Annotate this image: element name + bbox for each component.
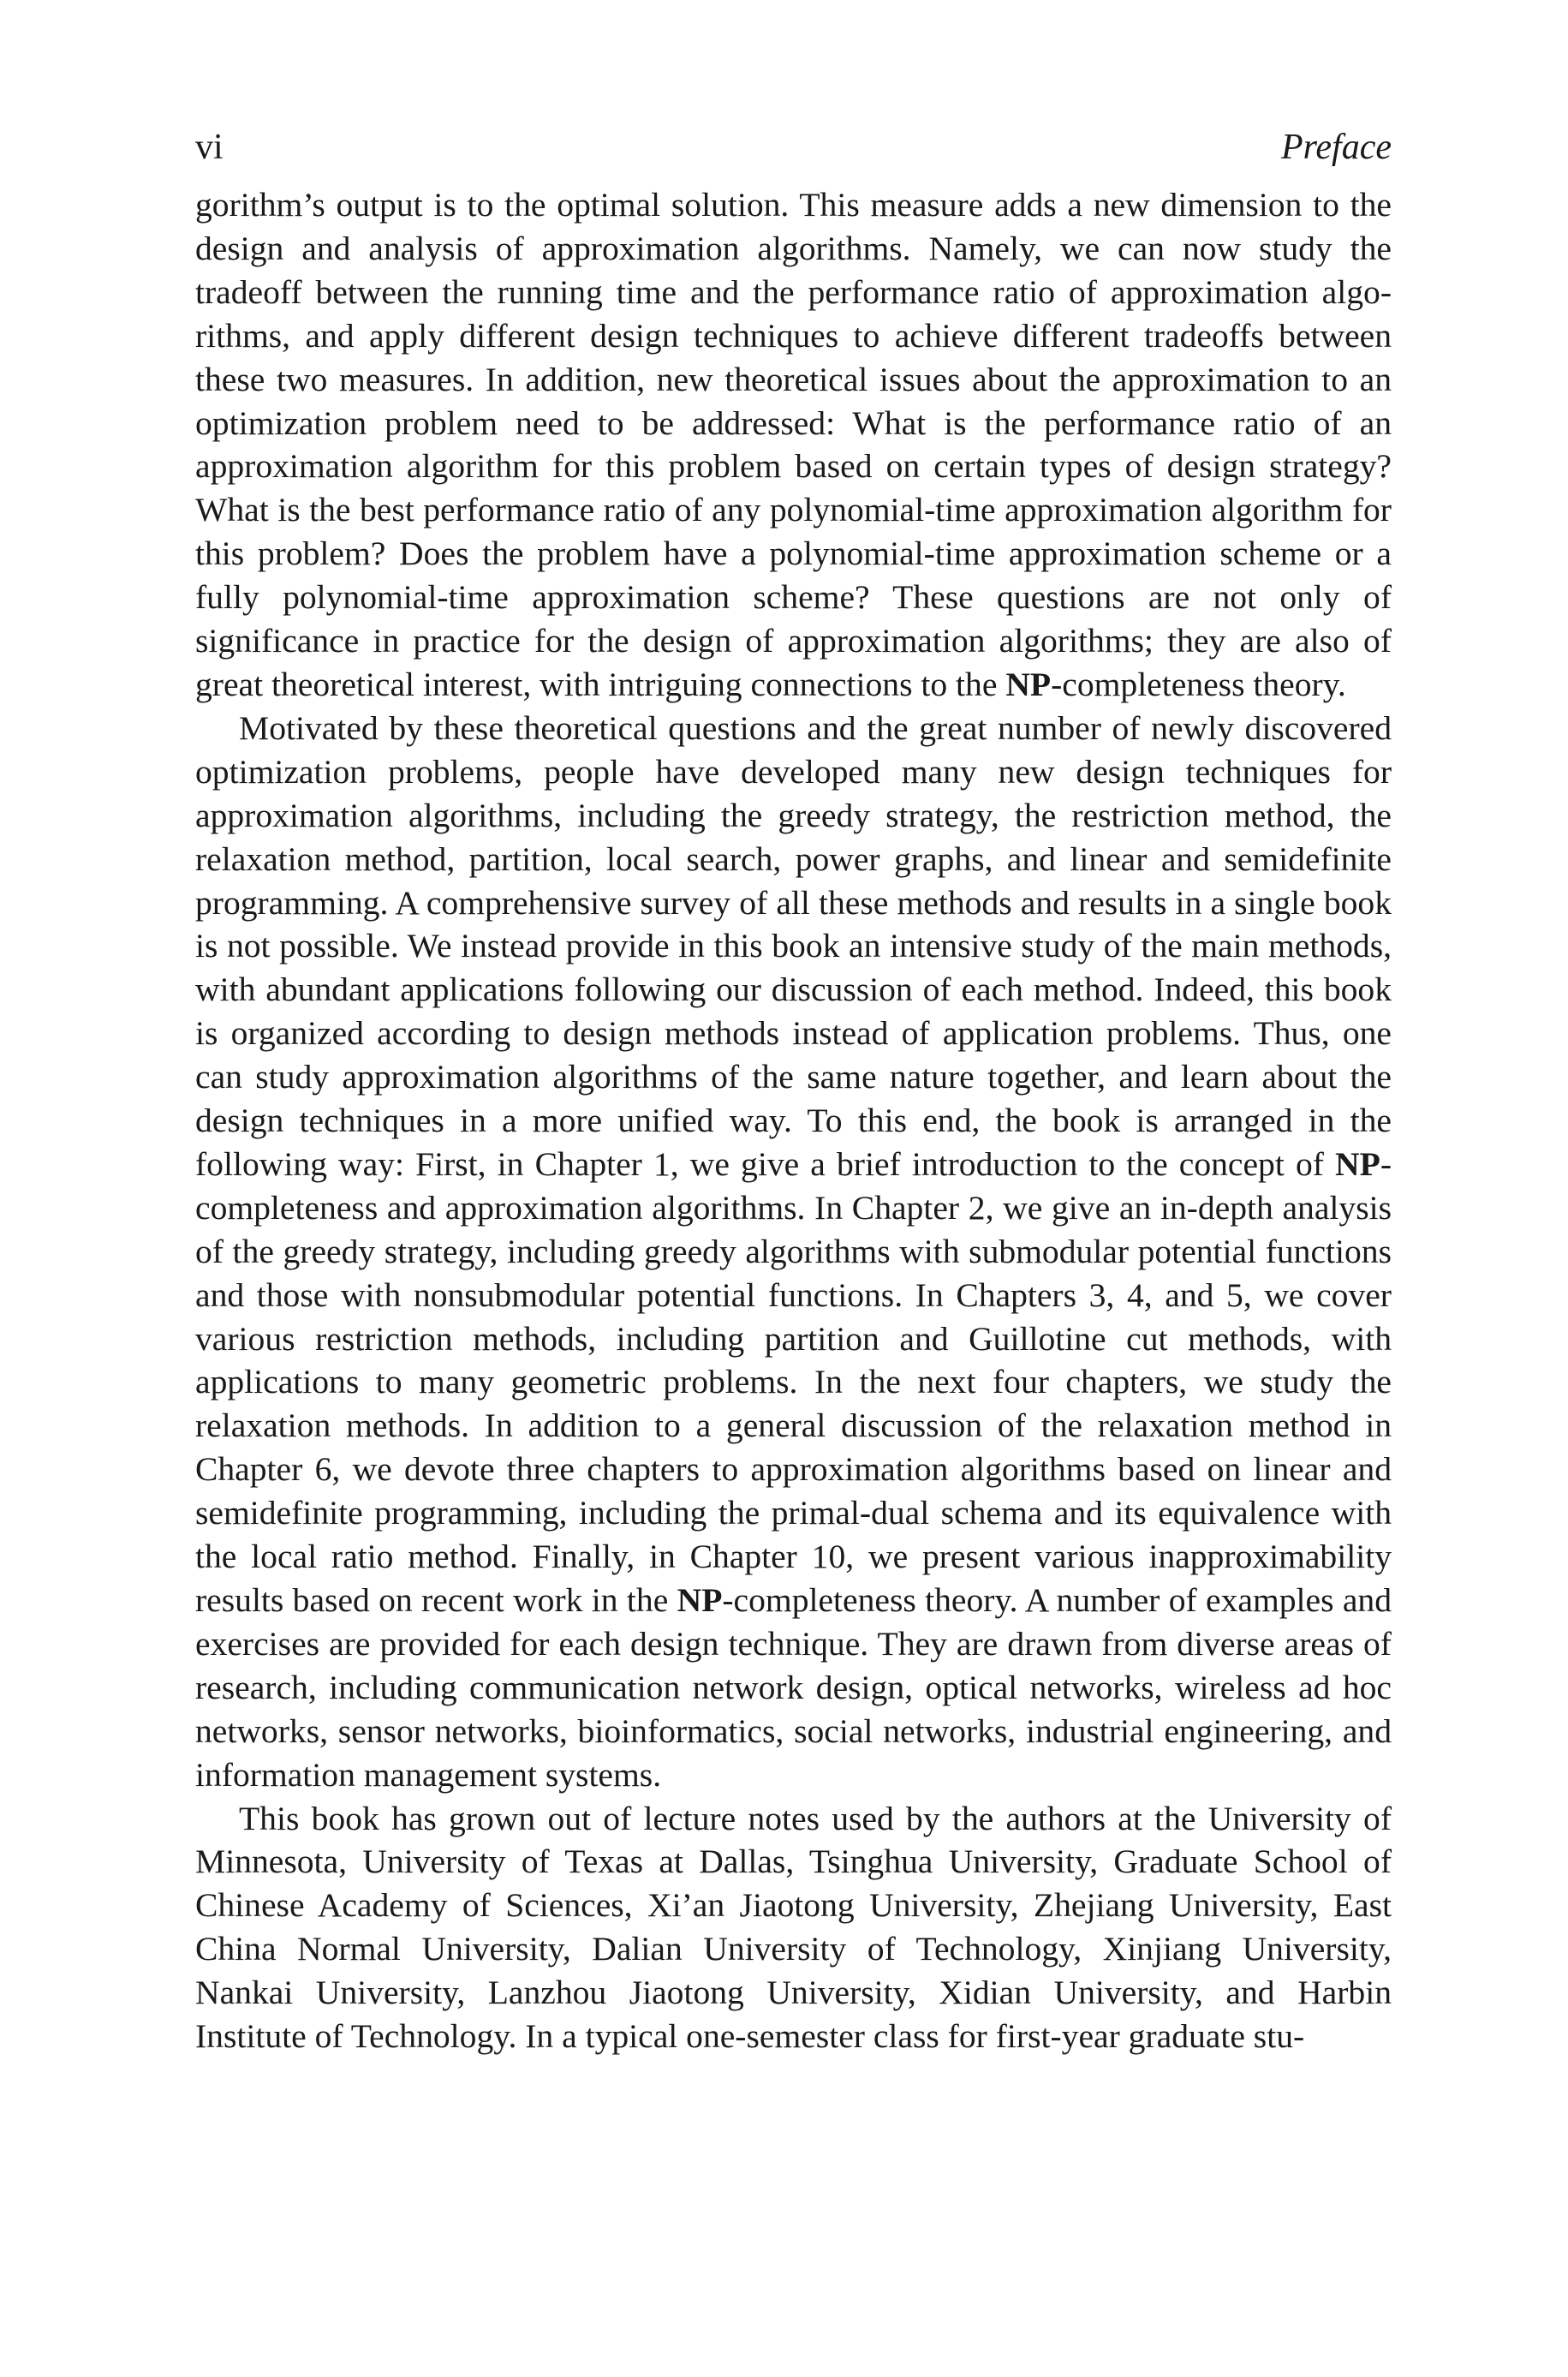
np-term: NP [677, 1581, 723, 1619]
paragraph-design-methods: Motivated by these theoretical questions and the great number of newly discovered optimization problems, people have developed many new design techniques for approximation algorithms, including the greedy strategy, the restriction method, the relaxation method, partition, local search, power graphs, and linear and semidefinite programming. A comprehensive survey of all these methods and results in a single book is not possible. We instead provide in this book an intensive study of the main methods, with abundant applications following our discussion of each method. Indeed, this book is organized according to design methods instead of application problems. Thus, one can study approximation algorithms of the same nature together, and learn about the design techniques in a more unified way. To this end, the book is arranged in the following way: First, in Chapter 1, we give a brief introduction to the concept of NP-completeness and approximation algorithms. In Chapter 2, we give an in-depth analysis of the greedy strategy, including greedy algorithms with submodular potential functions and those with nonsubmodular potential functions. In Chapters 3, 4, and 5, we cover various restriction methods, including partition and Guillotine cut methods, with applications to many geometric problems. In the next four chapters, we study the relaxation methods. In addition to a general discussion of the relaxation method in Chapter 6, we devote three chapters to approximation algorithms based on linear and semidefinite programming, including the primal-dual schema and its equivalence with the local ratio method. Finally, in Chapter 10, we present various inapproximability results based on recent work in the NP-completeness theory. A number of examples and exercises are provided for each design technique. They are drawn from diverse areas of research, including communication network design, optical networks, wireless ad hoc networks, sensor networks, bioinformatics, social networks, industrial engineering, and information management systems. [195, 708, 1392, 1794]
running-head [195, 120, 1392, 175]
book-page [195, 120, 1392, 2058]
running-title: Preface [1280, 128, 1392, 167]
page-number: vi [195, 128, 224, 167]
paragraph-continuation: gorithm’s output is to the optimal solution. This measure adds a new dimension to the design and analysis of approximation algorithms. Namely, we can now study the tradeoff between the running time and the performance ratio of approximation algorithms, and apply different design techniques to achieve different tradeoffs between these two measures. In addition, new theoretical issues about the approximation to an optimization problem need to be addressed: What is the performance ratio of an approximation algorithm for this problem based on certain types of design strategy? What is the best performance ratio of any polynomial-time approximation algorithm for this problem? Does the problem have a polynomial-time approximation scheme or a fully polynomial-time approximation scheme? These questions are not only of significance in practice for the design of approximation algorithms; they are also of great theoretical interest, with intriguing connections to the NP-completeness theory. [195, 186, 1392, 703]
np-term: NP [1005, 665, 1052, 703]
np-term: NP [1335, 1144, 1380, 1183]
paragraph-origins: This book has grown out of lecture notes used by the authors at the University of Minnesota, University of Texas at Dallas, Tsinghua University, Graduate School of Chinese Academy of Sciences, Xi’an Jiaotong University, Zhejiang University, East China Normal University, Dalian University of Technology, Xinjiang University, Nankai University, Lanzhou Jiaotong University, Xidian University, and Harbin Institute of Technology. In a typical one-semester class for first-year graduate stu- [195, 1799, 1392, 2056]
body-text [195, 183, 1392, 2058]
